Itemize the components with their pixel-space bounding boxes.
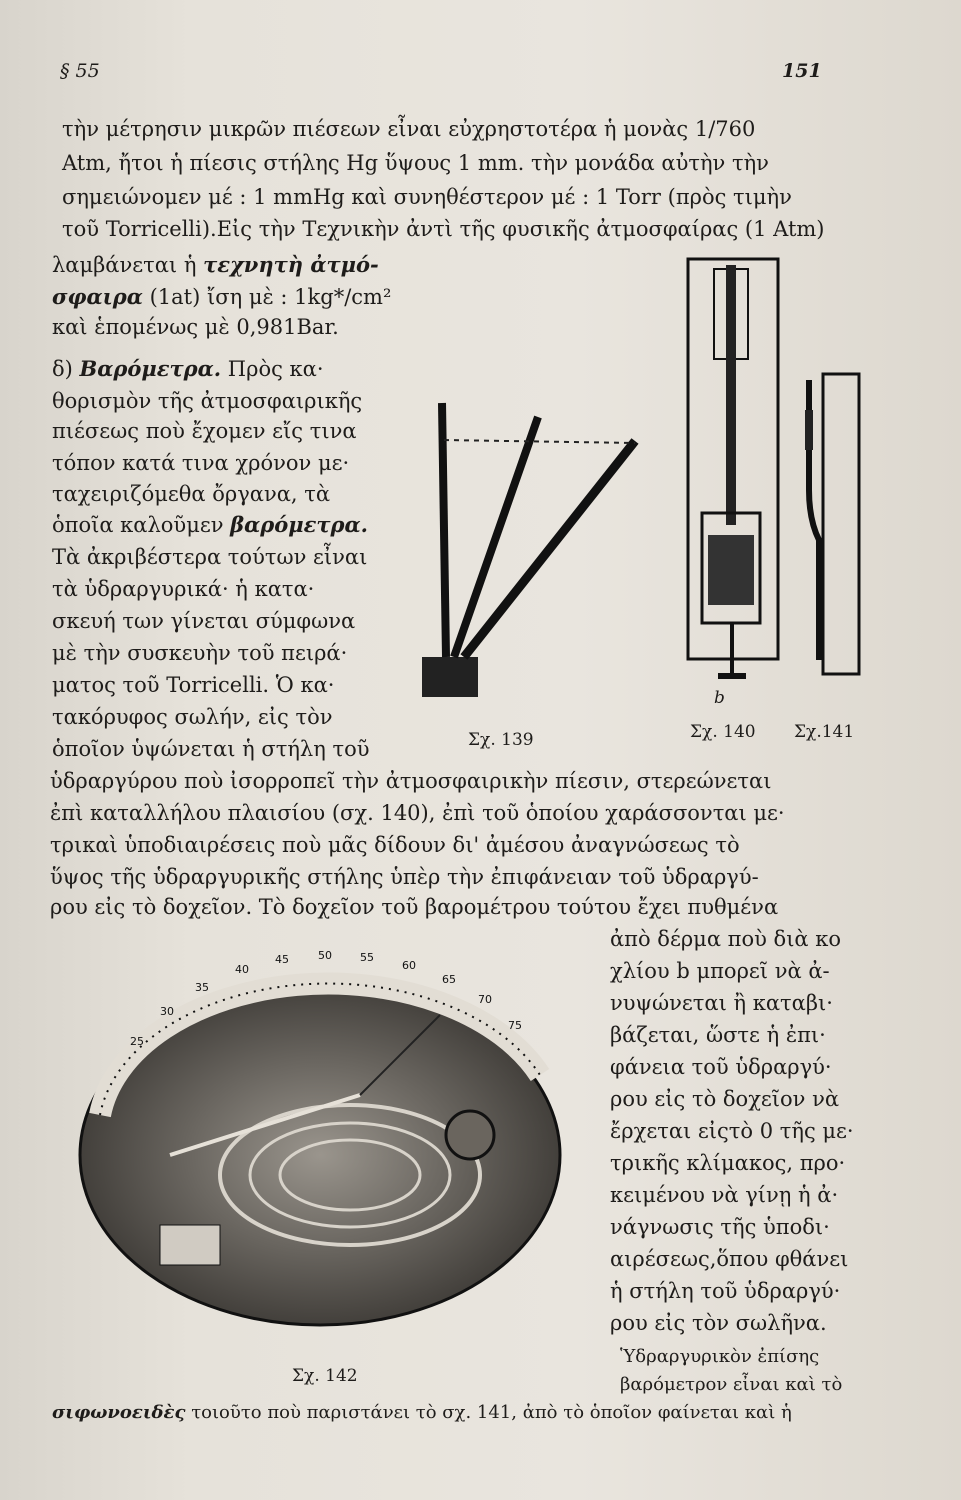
siphon-mercury <box>805 410 813 450</box>
text-line: σκευή των γίνεται σύμφωνα <box>52 609 356 633</box>
text-line: ὁποῖα καλοῦμεν βαρόμετρα. <box>52 512 368 537</box>
text-line: νάγνωσις τῆς ὑποδι· <box>610 1215 830 1239</box>
mercury-tube <box>726 265 736 525</box>
text-line: νυψώνεται ἢ καταβι· <box>610 991 833 1015</box>
text-line: Atm, ἤτοι ἡ πίεσις στήλης Hg ὕψους 1 mm. τὴν μονάδα αὐτὴν τὴν <box>62 151 769 175</box>
siphon-frame <box>823 374 859 674</box>
text-line: τὴν μέτρησιν μικρῶν πιέσεων εἶναι εὐχρηστοτέρα ἡ μονὰς 1/760 <box>62 117 756 141</box>
text-line: θορισμὸν τῆς ἀτμοσφαιρικῆς <box>52 389 363 413</box>
figure-139-caption: Σχ. 139 <box>468 730 534 750</box>
page-number: 151 <box>782 60 822 82</box>
text-line: ὁποῖον ὑψώνεται ἡ στήλη τοῦ <box>52 737 370 761</box>
text-line: σιφωνοειδὲς τοιοῦτο ποὺ παριστάνει τὸ σχ. 141, ἀπὸ τὸ ὁποῖον φαίνεται καὶ ἡ <box>52 1402 792 1423</box>
figure-140-caption: Σχ. 140 <box>690 722 756 742</box>
text-line: καὶ ἑπομένως μὲ 0,981Bar. <box>52 315 339 339</box>
text-line: ρου εἰς τὸ δοχεῖον. Τὸ δοχεῖον τοῦ βαρομέτρου τούτου ἔχει πυθμένα <box>50 895 779 919</box>
dial-number: 60 <box>402 959 416 972</box>
text-line: λαμβάνεται ἡ τεχνητὴ ἀτμό- <box>52 252 379 277</box>
dial-number: 45 <box>275 953 289 966</box>
figure-141-caption: Σχ.141 <box>794 722 855 742</box>
text-line: αιρέσεως,ὅπου φθάνει <box>610 1247 849 1271</box>
dial-number: 55 <box>360 951 374 964</box>
text-line: ἀπὸ δέρμα ποὺ διὰ κο <box>610 927 842 951</box>
dial-number: 40 <box>235 963 249 976</box>
text-line: Τὰ ἀκριβέστερα τούτων εἶναι <box>52 545 368 569</box>
text-line: τόπον κατά τινα χρόνον με· <box>52 451 350 475</box>
dial-number: 65 <box>442 973 456 986</box>
text-line: ἡ στήλη τοῦ ὑδραργύ· <box>610 1279 841 1303</box>
text-line: σφαιρα (1at) ἴση μὲ : 1kg*/cm² <box>52 284 392 309</box>
dial-number: 75 <box>508 1019 522 1032</box>
text-line: τακόρυφος σωλήν, εἰς τὸν <box>52 705 333 729</box>
figure-142-aneroid-barometer <box>60 925 580 1345</box>
vertical-tube <box>442 403 446 657</box>
mercury-dish <box>422 657 478 697</box>
figure-140-barometer <box>684 255 784 695</box>
text-line: μὲ τὴν συσκευὴν τοῦ πειρά· <box>52 641 348 665</box>
text-line: τὰ ὑδραργυρικά· ἡ κατα· <box>52 577 315 601</box>
screw-knob <box>718 673 746 679</box>
figure-141-siphon-barometer <box>795 370 865 680</box>
dial-number: 70 <box>478 993 492 1006</box>
text-line: ὕψος τῆς ὑδραργυρικῆς στήλης ὑπὲρ τὴν ἐπιφάνειαν τοῦ ὑδραργύ- <box>50 865 759 889</box>
spring-nut <box>446 1111 494 1159</box>
text-line: τρικαὶ ὑποδιαιρέσεις ποὺ μᾶς δίδουν δι' ἀμέσου ἀναγνώσεως τὸ <box>50 833 740 857</box>
text-line: Ὑδραργυρικὸν ἐπίσης <box>620 1346 820 1367</box>
text-line: δ) Βαρόμετρα. Πρὸς κα· <box>52 356 324 381</box>
text-line: φάνεια τοῦ ὑδραργύ· <box>610 1055 832 1079</box>
text-line: ρου εἰς τὸν σωλῆνα. <box>610 1311 827 1335</box>
gear-mechanism <box>160 1225 220 1265</box>
text-line: τοῦ Torricelli).Εἰς τὴν Τεχνικὴν ἀντὶ τῆς φυσικῆς ἀτμοσφαίρας (1 Atm) <box>62 217 825 241</box>
dial-number: 30 <box>160 1005 174 1018</box>
text-line: βαρόμετρον εἶναι καὶ τὸ <box>620 1374 843 1395</box>
cistern-mercury <box>708 535 754 605</box>
text-line: πιέσεως ποὺ ἔχομεν εἴς τινα <box>52 419 357 443</box>
text-line: ματος τοῦ Torricelli. Ὁ κα· <box>52 673 335 697</box>
dial-number: 35 <box>195 981 209 994</box>
section-number: § 55 <box>60 60 100 82</box>
dial-number: 25 <box>130 1035 144 1048</box>
text-line: χλίου b μπορεῖ νὰ ἀ- <box>610 959 830 983</box>
text-line: ἐπὶ καταλλήλου πλαισίου (σχ. 140), ἐπὶ τοῦ ὁποίου χαράσσονται με· <box>50 801 785 825</box>
dial-number: 50 <box>318 949 332 962</box>
text-line: βάζεται, ὥστε ἡ ἐπι· <box>610 1023 826 1047</box>
text-line: ὑδραργύρου ποὺ ἰσορροπεῖ τὴν ἀτμοσφαιρικὴν πίεσιν, στερεώνεται <box>50 769 772 793</box>
figure-140-letter: b <box>714 688 725 708</box>
level-line <box>444 440 635 443</box>
text-line: κειμένου νὰ γίνῃ ἡ ἀ· <box>610 1183 839 1207</box>
text-line: ταχειριζόμεθα ὄργανα, τὰ <box>52 482 331 506</box>
text-line: ρου εἰς τὸ δοχεῖον νὰ <box>610 1087 840 1111</box>
figure-142-caption: Σχ. 142 <box>292 1366 358 1386</box>
text-line: ἔρχεται εἰςτὸ 0 τῆς με· <box>610 1119 854 1143</box>
figure-139-tubes <box>410 395 650 715</box>
text-line: τρικῆς κλίμακος, προ· <box>610 1151 846 1175</box>
text-line: σημειώνομεν μέ : 1 mmHg καὶ συνηθέστερον μέ : 1 Torr (πρὸς τιμὴν <box>62 185 792 209</box>
